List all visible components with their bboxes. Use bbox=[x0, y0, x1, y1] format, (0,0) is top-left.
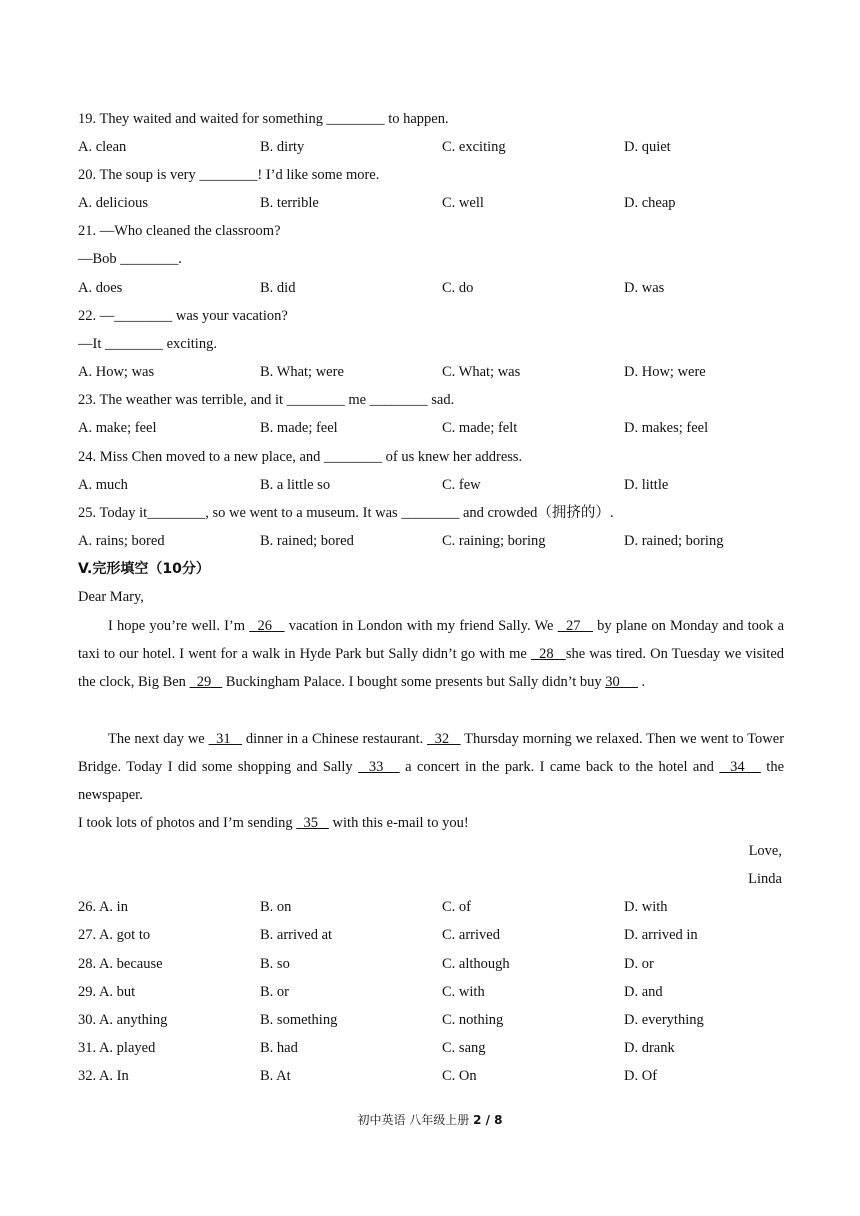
option-d: D. cheap bbox=[624, 195, 676, 211]
question-25-stem: 25. Today it________, so we went to a museum. It was ________ and crowded（拥挤的）. bbox=[78, 505, 614, 521]
blank-34: 34 bbox=[719, 759, 761, 776]
letter-paragraph-2 bbox=[78, 725, 784, 810]
cloze-31-options bbox=[78, 1039, 784, 1057]
option-a: A. clean bbox=[78, 139, 127, 155]
passage-text: the newspaper. bbox=[78, 759, 785, 804]
question-22-options bbox=[78, 363, 784, 381]
option-a: A. How; was bbox=[78, 364, 155, 380]
cloze-26-options bbox=[78, 898, 784, 916]
passage-text: dinner in a Chinese restaurant. bbox=[242, 731, 428, 747]
option-c: C. raining; boring bbox=[442, 533, 546, 549]
letter-greeting: Dear Mary, bbox=[78, 589, 144, 605]
option-a: 26. A. in bbox=[78, 899, 128, 915]
option-b: B. had bbox=[260, 1040, 298, 1056]
page-footer bbox=[0, 1112, 860, 1128]
option-b: B. arrived at bbox=[260, 927, 333, 943]
question-21-response: —Bob ________. bbox=[78, 251, 182, 267]
letter-signature: Linda bbox=[748, 871, 782, 887]
blank-27: 27 bbox=[557, 618, 593, 634]
option-a: A. make; feel bbox=[78, 420, 157, 436]
option-a: 31. A. played bbox=[78, 1040, 156, 1056]
option-a: 27. A. got to bbox=[78, 927, 151, 943]
question-19-options bbox=[78, 138, 784, 156]
passage-text: with this e-mail to you! bbox=[328, 815, 469, 831]
passage-text: she was tired. On Tuesday we visited the clock, Big Ben bbox=[78, 646, 785, 691]
option-b: B. rained; bored bbox=[260, 533, 354, 549]
option-c: C. On bbox=[442, 1068, 477, 1084]
cloze-29-options bbox=[78, 983, 784, 1001]
option-d: D. How; were bbox=[624, 364, 706, 380]
option-b: B. did bbox=[260, 280, 296, 296]
option-b: B. on bbox=[260, 899, 292, 915]
question-22-response: —It ________ exciting. bbox=[78, 336, 217, 352]
passage-text: by plane on Monday and took a taxi to our hotel. I went for a walk in Hyde Park but Sally didn’t go with me bbox=[78, 618, 785, 663]
option-b: B. terrible bbox=[260, 195, 319, 211]
option-c: C. sang bbox=[442, 1040, 486, 1056]
passage-text: I hope you’re well. I’m bbox=[108, 618, 250, 634]
option-b: B. dirty bbox=[260, 139, 305, 155]
passage-text: a concert in the park. I came back to the hotel and bbox=[399, 759, 720, 776]
option-a: A. does bbox=[78, 280, 123, 296]
option-c: C. few bbox=[442, 477, 481, 493]
option-c: C. What; was bbox=[442, 364, 521, 380]
option-c: C. with bbox=[442, 984, 485, 1000]
option-b: B. made; feel bbox=[260, 420, 338, 436]
option-a: 30. A. anything bbox=[78, 1012, 168, 1028]
option-a: 28. A. because bbox=[78, 956, 163, 972]
option-b: B. something bbox=[260, 1012, 338, 1028]
option-a: A. much bbox=[78, 477, 128, 493]
page-number: 2 / 8 bbox=[473, 1113, 503, 1127]
passage-text: I took lots of photos and I’m sending bbox=[78, 815, 297, 831]
option-d: D. arrived in bbox=[624, 927, 698, 943]
blank-32: 32 bbox=[427, 731, 461, 747]
option-b: B. so bbox=[260, 956, 290, 972]
blank-31: 31 bbox=[208, 731, 243, 747]
question-23-stem: 23. The weather was terrible, and it ________ me ________ sad. bbox=[78, 392, 455, 408]
option-d: D. rained; boring bbox=[624, 533, 724, 549]
option-b: B. At bbox=[260, 1068, 291, 1084]
option-d: D. and bbox=[624, 984, 663, 1000]
option-c: C. nothing bbox=[442, 1012, 504, 1028]
blank-26: 26 bbox=[249, 618, 285, 634]
option-c: C. do bbox=[442, 280, 474, 296]
cloze-27-options bbox=[78, 926, 784, 944]
option-a: A. rains; bored bbox=[78, 533, 165, 549]
cloze-28-options bbox=[78, 955, 784, 973]
question-24-options bbox=[78, 476, 784, 494]
option-a: 32. A. In bbox=[78, 1068, 129, 1084]
option-d: D. drank bbox=[624, 1040, 675, 1056]
option-c: C. exciting bbox=[442, 139, 506, 155]
option-d: D. Of bbox=[624, 1068, 658, 1084]
option-d: D. little bbox=[624, 477, 669, 493]
passage-text: Buckingham Palace. I bought some presents but Sally didn’t buy bbox=[222, 674, 606, 691]
question-20-options bbox=[78, 194, 784, 212]
option-d: D. makes; feel bbox=[624, 420, 709, 436]
option-c: C. arrived bbox=[442, 927, 500, 943]
option-d: D. everything bbox=[624, 1012, 704, 1028]
cloze-30-options bbox=[78, 1011, 784, 1029]
passage-text: The next day we bbox=[108, 731, 209, 747]
blank-30: 30 bbox=[605, 674, 638, 691]
question-23-options bbox=[78, 419, 784, 437]
option-d: D. was bbox=[624, 280, 665, 296]
option-d: D. or bbox=[624, 956, 654, 972]
passage-text: . bbox=[637, 674, 646, 691]
option-c: C. well bbox=[442, 195, 484, 211]
option-b: B. a little so bbox=[260, 477, 331, 493]
option-d: D. with bbox=[624, 899, 668, 915]
question-22-stem: 22. —________ was your vacation? bbox=[78, 308, 288, 324]
section-title: V.完形填空（10分） bbox=[78, 561, 210, 577]
question-20-stem: 20. The soup is very ________! I’d like some more. bbox=[78, 167, 380, 183]
option-a: 29. A. but bbox=[78, 984, 136, 1000]
blank-28: 28 bbox=[530, 646, 566, 663]
cloze-32-options bbox=[78, 1067, 784, 1085]
letter-paragraph-1 bbox=[78, 612, 784, 697]
option-c: C. although bbox=[442, 956, 510, 972]
option-d: D. quiet bbox=[624, 139, 671, 155]
question-19-stem: 19. They waited and waited for something ________ to happen. bbox=[78, 111, 449, 127]
option-b: B. or bbox=[260, 984, 289, 1000]
passage-text: vacation in London with my friend Sally. We bbox=[284, 618, 558, 634]
letter-paragraph-3 bbox=[78, 814, 469, 832]
question-24-stem: 24. Miss Chen moved to a new place, and ________ of us knew her address. bbox=[78, 449, 523, 465]
question-25-options bbox=[78, 532, 784, 550]
footer-course: 初中英语 八年级上册 bbox=[357, 1113, 474, 1127]
option-c: C. made; felt bbox=[442, 420, 518, 436]
option-c: C. of bbox=[442, 899, 471, 915]
option-a: A. delicious bbox=[78, 195, 149, 211]
passage-text: Thursday morning we relaxed. Then we went to Tower Bridge. Today I did some shopping and Sally bbox=[78, 731, 785, 776]
letter-closing: Love, bbox=[748, 843, 782, 859]
option-b: B. What; were bbox=[260, 364, 344, 380]
blank-35: 35 bbox=[296, 815, 329, 831]
question-21-options bbox=[78, 279, 784, 297]
blank-33: 33 bbox=[358, 759, 400, 776]
question-21-stem: 21. —Who cleaned the classroom? bbox=[78, 223, 281, 239]
blank-29: 29 bbox=[189, 674, 223, 691]
